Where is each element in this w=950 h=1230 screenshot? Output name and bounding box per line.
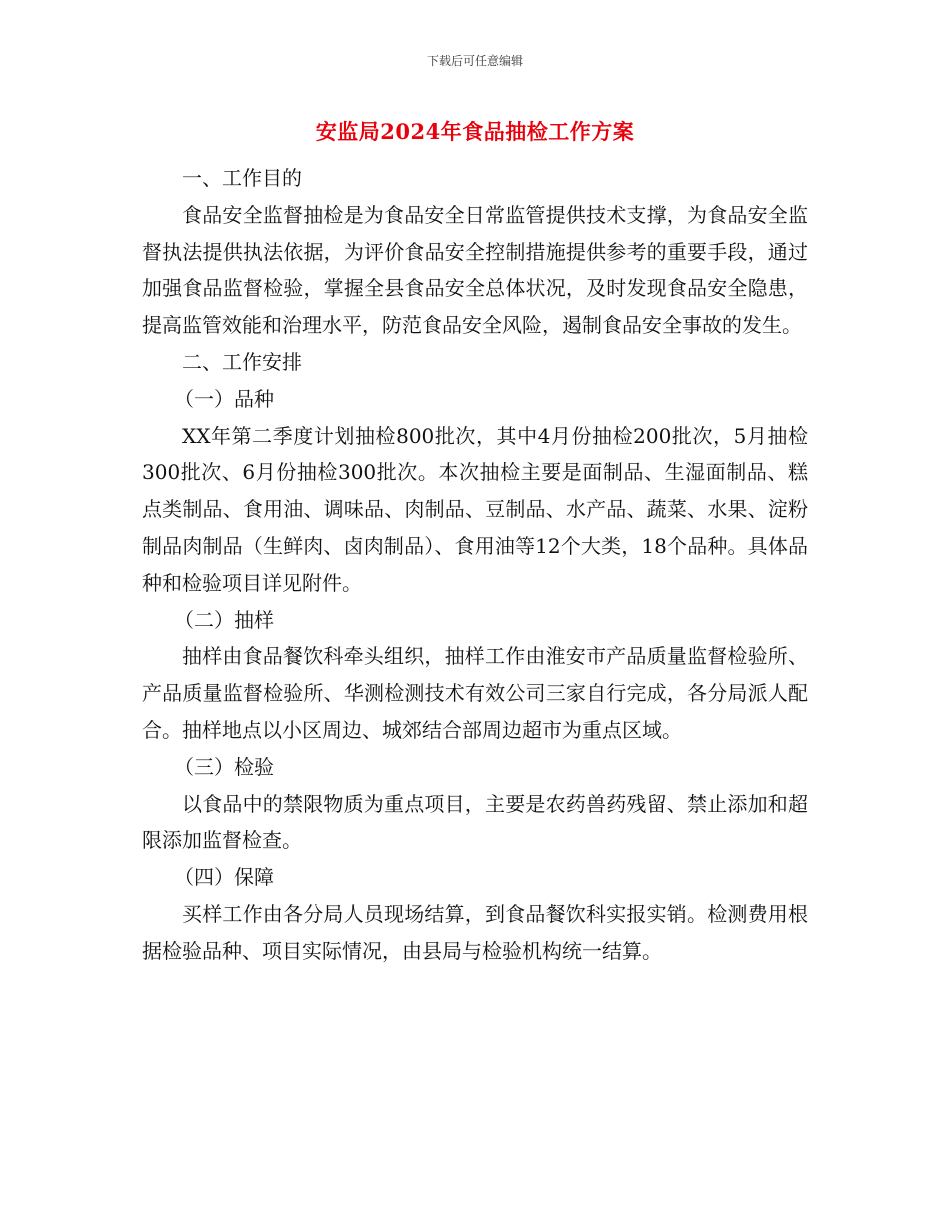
paragraph-guarantee: 买样工作由各分局人员现场结算，到食品餐饮科实报实销。检测费用根据检验品种、项目实际情况，由县局与检验机构统一结算。 [142,901,808,963]
page-title: 安监局2024年食品抽检工作方案 [315,119,635,144]
subsection-heading-guarantee: （四）保障 [174,865,274,890]
section-heading-purpose: 一、工作目的 [182,166,302,190]
paragraph-varieties: XX年第二季度计划抽检800批次，其中4月份抽检200批次，5月抽检300批次、6月份抽检300批次。本次抽检主要是面制品、生湿面制品、糕点类制品、食用油、调味品、肉制品、豆制品、水产品、蔬菜、水果、淀粉制品肉制品（生鲜肉、卤肉制品）、食用油等12个大类，18个品种。具体品种和检验项目详见附件。 [142,423,808,595]
subsection-heading-varieties: （一）品种 [174,386,274,411]
subsection-heading-sampling: （二）抽样 [174,607,274,632]
paragraph-purpose: 食品安全监督抽检是为食品安全日常监管提供技术支撑，为食品安全监督执法提供执法依据，为评价食品安全控制措施提供参考的重要手段，通过加强食品监督检验，掌握全县食品安全总体状况，及时发现食品安全隐患，提高监管效能和治理水平，防范食品安全风险，遏制食品安全事故的发生。 [142,202,808,338]
document-body [142,160,808,970]
page-header: 下载后可任意编辑 [426,54,523,68]
paragraph-inspection: 以食品中的禁限物质为重点项目，主要是农药兽药残留、禁止添加和超限添加监督检查。 [142,791,808,853]
paragraph-sampling: 抽样由食品餐饮科牵头组织，抽样工作由淮安市产品质量监督检验所、产品质量监督检验所、华测检测技术有效公司三家自行完成，各分局派人配合。抽样地点以小区周边、城郊结合部周边超市为重点区域。 [142,644,808,742]
section-heading-arrangement: 二、工作安排 [182,349,302,374]
subsection-heading-inspection: （三）检验 [174,754,274,779]
